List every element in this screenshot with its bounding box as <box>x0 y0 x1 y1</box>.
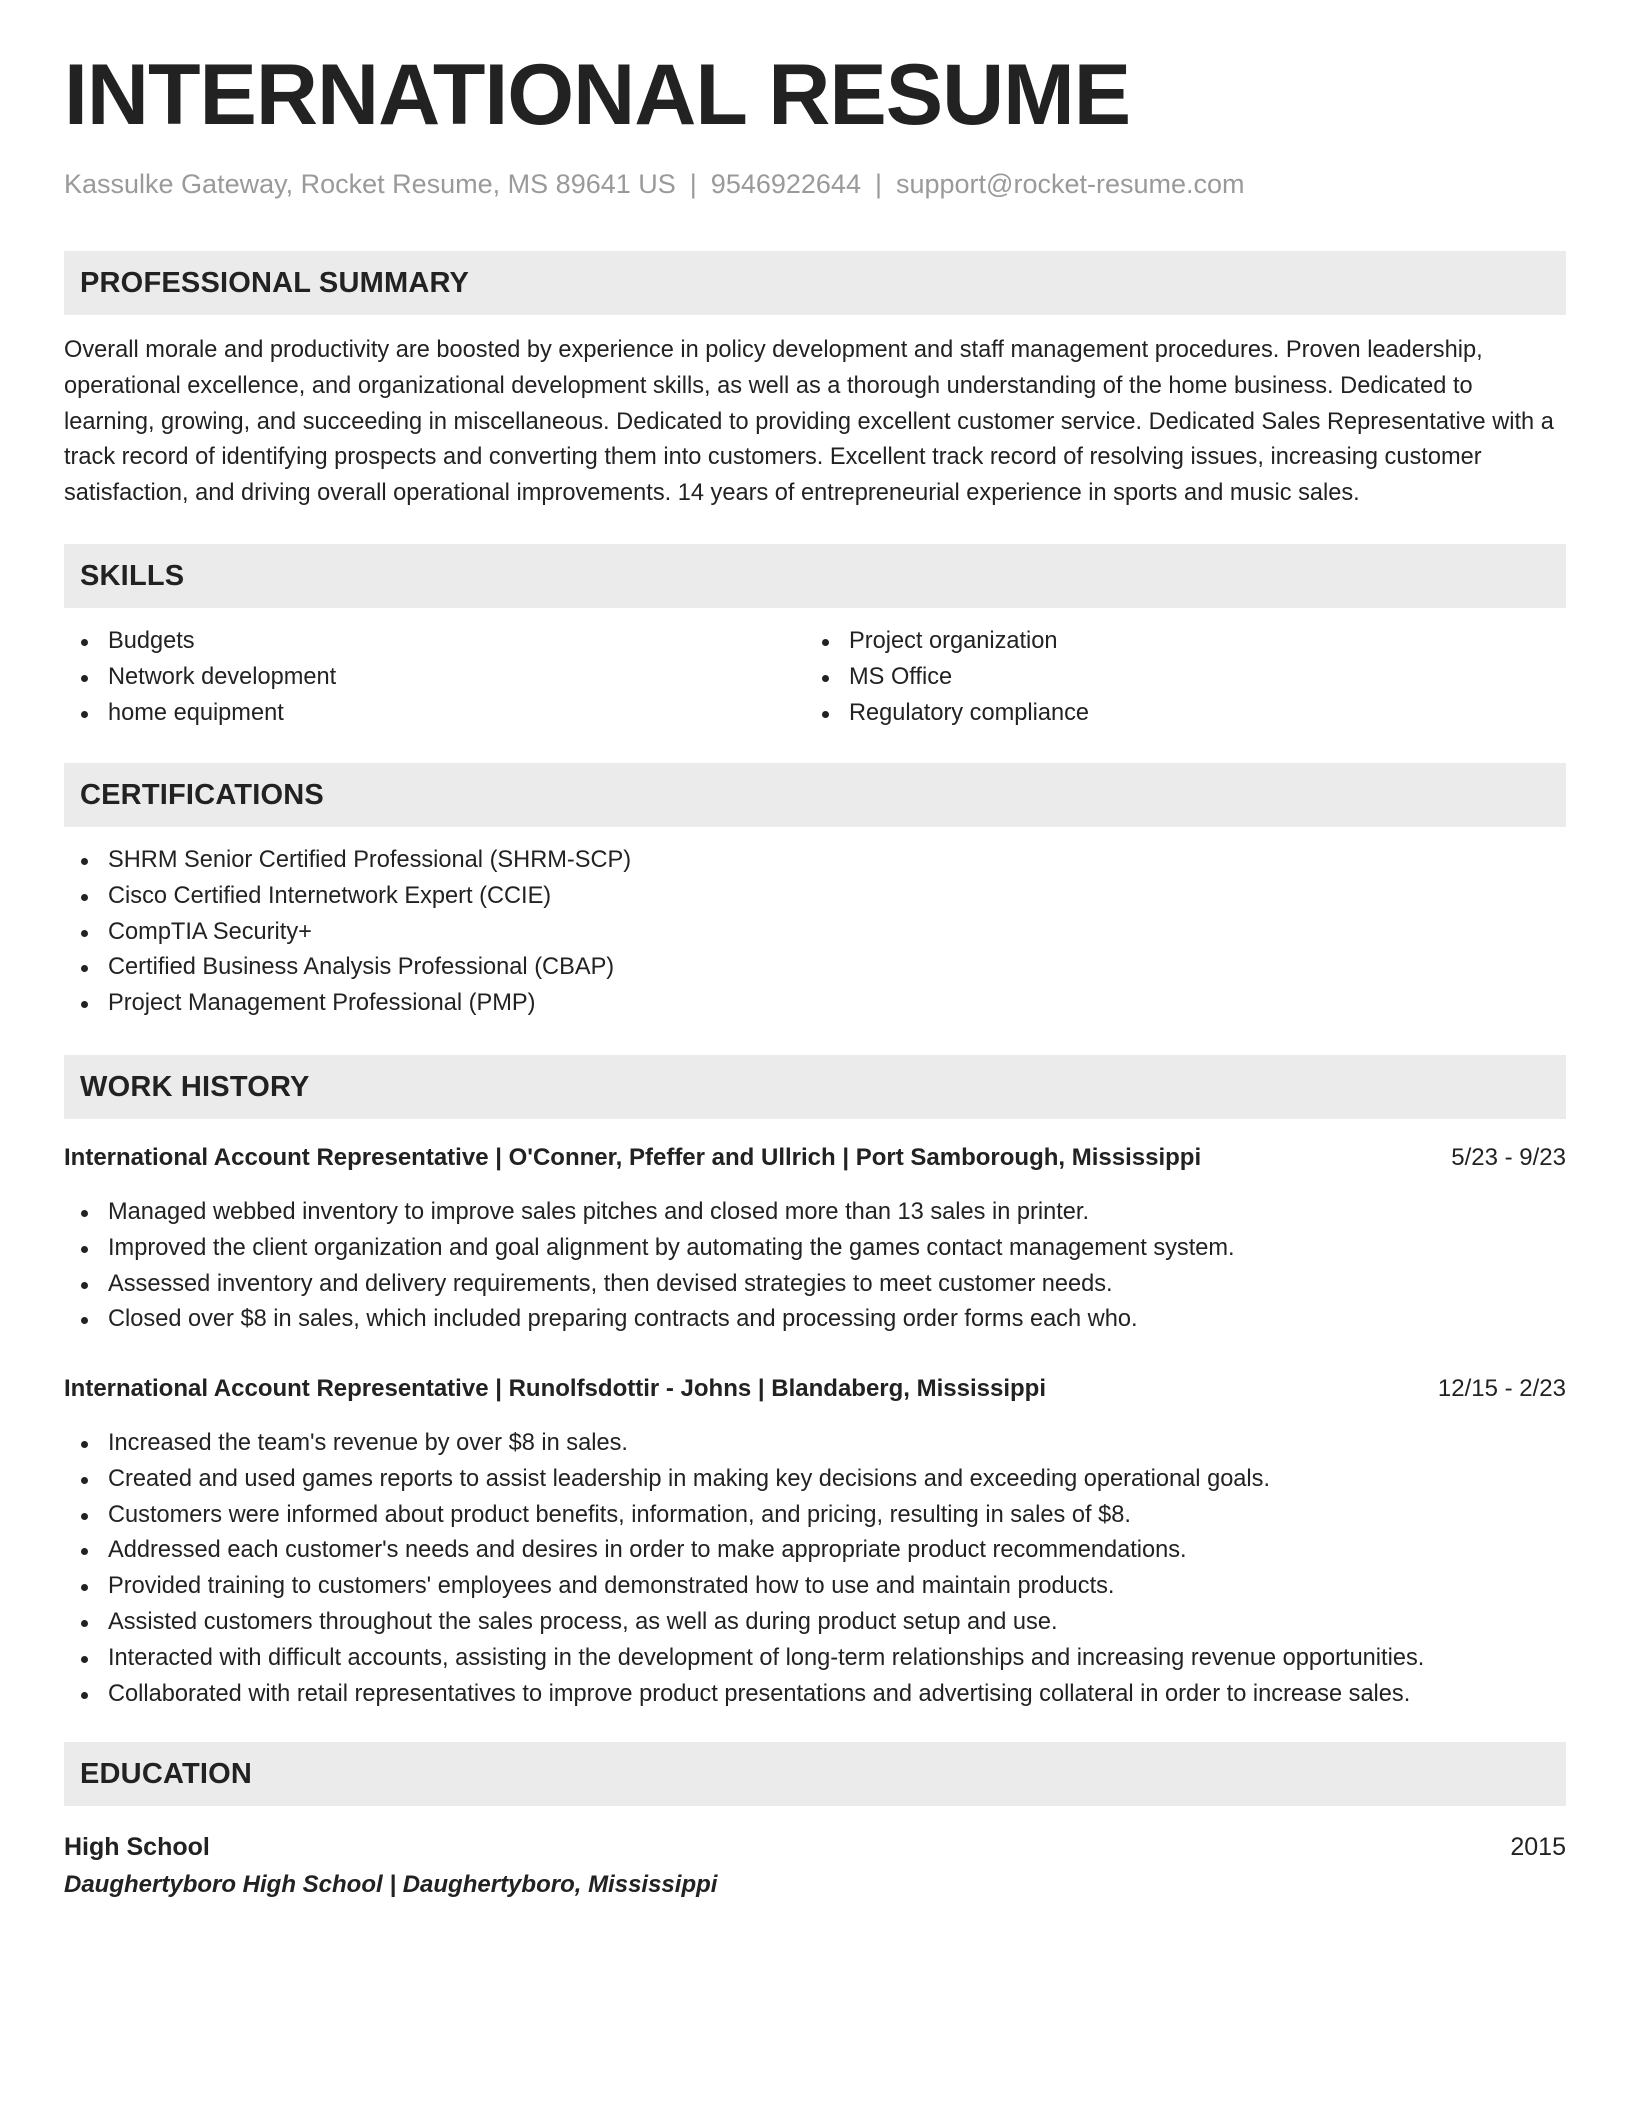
certifications-list <box>64 843 631 1022</box>
education-degree: High School <box>64 1833 210 1861</box>
certification-item: SHRM Senior Certified Professional (SHRM-SCP) <box>64 843 631 879</box>
bullet-icon <box>81 858 88 865</box>
job-bullet: Increased the team's revenue by over $8 in sales. <box>64 1426 1424 1462</box>
job-heading <box>64 1373 1566 1405</box>
job-bullet: Collaborated with retail representatives to improve product presentations and advertising collateral in order to increase sales. <box>64 1677 1424 1713</box>
bullet-icon <box>81 711 88 718</box>
education-heading <box>64 1830 1566 1864</box>
summary-text: Overall morale and productivity are boosted by experience in policy development and staff management procedures. Proven leadership, operational excellence, and organizational development skills, as well as a thorough understanding of the home business. Dedicated to learning, growing, and succeeding in miscellaneous. Dedicated to providing excellent customer service. Dedicated Sales Representative with a track record of identifying prospects and converting them into customers. Excellent track record of resolving issues, increasing customer satisfaction, and driving overall operational improvements. 14 years of entrepreneurial experience in sports and music sales. <box>64 337 1554 507</box>
bullet-icon <box>81 1656 88 1663</box>
section-title: CERTIFICATIONS <box>80 778 324 811</box>
contact-separator: | <box>689 169 697 199</box>
bullet-icon <box>81 1246 88 1253</box>
job-bullet: Improved the client organization and goal alignment by automating the games contact management system. <box>64 1231 1235 1267</box>
job-bullets <box>64 1195 1235 1338</box>
education-school: Daughertyboro High School | Daughertyboro, Mississippi <box>64 1871 718 1898</box>
resume-name: INTERNATIONAL RESUME <box>64 47 1131 143</box>
section-header-summary <box>64 251 1566 315</box>
contact-separator: | <box>874 169 882 199</box>
skills-list-right <box>805 624 1089 731</box>
job-bullet: Addressed each customer's needs and desires in order to make appropriate product recommendations. <box>64 1533 1424 1569</box>
bullet-icon <box>81 1477 88 1484</box>
job-bullet: Closed over $8 in sales, which included preparing contracts and processing order forms each who. <box>64 1302 1235 1338</box>
job-bullet: Assisted customers throughout the sales process, as well as during product setup and use. <box>64 1605 1424 1641</box>
certification-item: Project Management Professional (PMP) <box>64 986 631 1022</box>
job-bullet: Provided training to customers' employees and demonstrated how to use and maintain products. <box>64 1569 1424 1605</box>
bullet-icon <box>81 965 88 972</box>
contact-address: Kassulke Gateway, Rocket Resume, MS 89641 US <box>64 169 676 199</box>
job-bullet: Customers were informed about product benefits, information, and pricing, resulting in sales of $8. <box>64 1498 1424 1534</box>
bullet-icon <box>81 1210 88 1217</box>
bullet-icon <box>81 894 88 901</box>
bullet-icon <box>81 930 88 937</box>
job-dates: 12/15 - 2/23 <box>1437 1375 1566 1402</box>
section-header-work-history <box>64 1055 1566 1119</box>
job-bullet: Assessed inventory and delivery requirements, then devised strategies to meet customer needs. <box>64 1267 1235 1303</box>
job-heading <box>64 1142 1566 1174</box>
contact-email: support@rocket-resume.com <box>895 169 1245 199</box>
skills-list-left <box>64 624 336 731</box>
bullet-icon <box>81 1001 88 1008</box>
section-title: SKILLS <box>80 559 185 592</box>
bullet-icon <box>81 1548 88 1555</box>
bullet-icon <box>822 639 829 646</box>
skill-item: Budgets <box>64 624 336 660</box>
bullet-icon <box>81 1692 88 1699</box>
education-year: 2015 <box>1510 1833 1566 1861</box>
contact-phone: 9546922644 <box>710 169 861 199</box>
section-header-skills <box>64 544 1566 608</box>
bullet-icon <box>81 1282 88 1289</box>
bullet-icon <box>81 1620 88 1627</box>
certification-item: Cisco Certified Internetwork Expert (CCIE) <box>64 879 631 915</box>
bullet-icon <box>822 675 829 682</box>
bullet-icon <box>822 711 829 718</box>
skill-item: home equipment <box>64 696 336 732</box>
bullet-icon <box>81 639 88 646</box>
section-title: PROFESSIONAL SUMMARY <box>80 266 470 299</box>
skill-item: Regulatory compliance <box>805 696 1089 732</box>
bullet-icon <box>81 1317 88 1324</box>
job-title: International Account Representative | Runolfsdottir - Johns | Blandaberg, Mississippi <box>64 1375 1047 1402</box>
section-title: EDUCATION <box>80 1757 253 1790</box>
bullet-icon <box>81 1441 88 1448</box>
job-title: International Account Representative | O'Conner, Pfeffer and Ullrich | Port Samborough, Mississippi <box>64 1144 1202 1171</box>
bullet-icon <box>81 1513 88 1520</box>
skill-item: Project organization <box>805 624 1089 660</box>
section-header-education <box>64 1742 1566 1806</box>
job-bullet: Created and used games reports to assist leadership in making key decisions and exceeding operational goals. <box>64 1462 1424 1498</box>
section-header-certifications <box>64 763 1566 827</box>
job-bullet: Managed webbed inventory to improve sales pitches and closed more than 13 sales in printer. <box>64 1195 1235 1231</box>
bullet-icon <box>81 675 88 682</box>
contact-line <box>64 168 1245 200</box>
certification-item: CompTIA Security+ <box>64 915 631 951</box>
job-dates: 5/23 - 9/23 <box>1451 1144 1566 1171</box>
job-bullets <box>64 1426 1424 1712</box>
skill-item: Network development <box>64 660 336 696</box>
section-title: WORK HISTORY <box>80 1070 310 1103</box>
job-bullet: Interacted with difficult accounts, assisting in the development of long-term relationships and increasing revenue opportunities. <box>64 1641 1424 1677</box>
certification-item: Certified Business Analysis Professional (CBAP) <box>64 950 631 986</box>
bullet-icon <box>81 1584 88 1591</box>
skill-item: MS Office <box>805 660 1089 696</box>
